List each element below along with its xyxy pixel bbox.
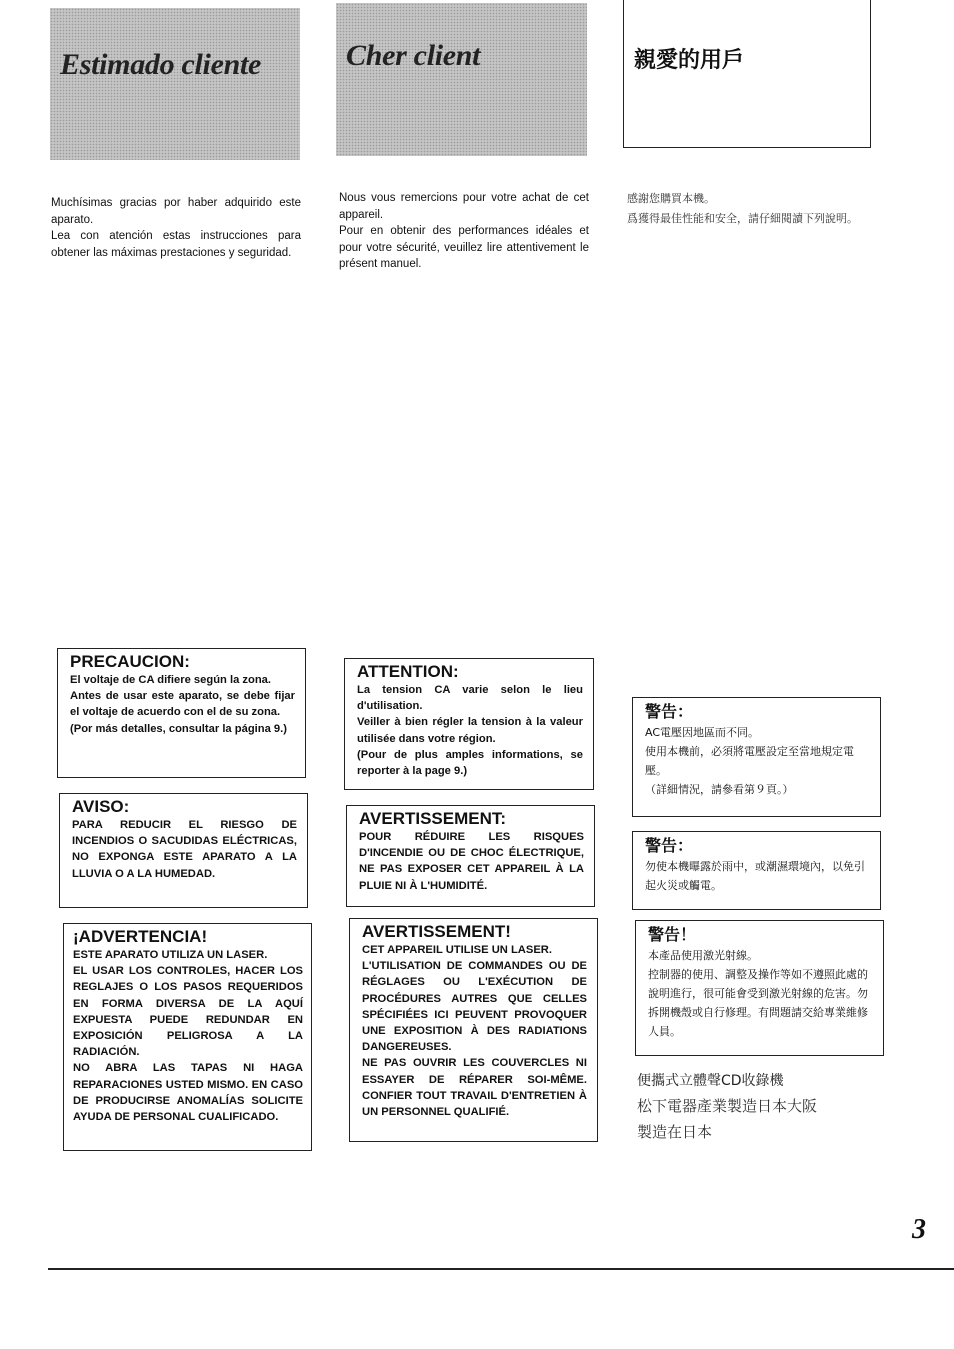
- warning-text: 控制器的使用、調整及操作等如不遵照此處的說明進行，很可能會受到激光射線的危害。勿拆開機殼或自行修理。有問題請交給專業維修人員。: [648, 968, 868, 1038]
- warning-box-avertissement-2: [349, 918, 598, 1142]
- warning-title: AVERTISSEMENT!: [362, 922, 511, 941]
- warning-text: ESTE APARATO UTILIZA UN LASER.: [73, 949, 268, 961]
- page-number: 3: [912, 1214, 926, 1245]
- warning-text: La tension CA varie selon le lieu d'utilisation.: [357, 684, 583, 713]
- warning-text: 本產品使用激光射線。: [648, 949, 758, 962]
- header-title-zh: 親愛的用戶: [634, 48, 745, 73]
- warning-text: El voltaje de CA difiere según la zona.: [70, 674, 272, 686]
- warning-box-attention: [344, 658, 594, 790]
- warning-text: 勿使本機曝露於雨中，或潮濕環境內，以免引起火災或觸電。: [645, 860, 865, 892]
- warning-title: 警告：: [645, 702, 694, 721]
- intro-zh-line-1: 感謝您購買本機。: [627, 192, 715, 205]
- header-box-zh: [623, 0, 871, 148]
- warning-text: NE PAS OUVRIR LES COUVERCLES NI ESSAYER DE RÉPARER SOI-MÊME. CONFIER TOUT TRAVAIL D'ENTRETIEN À UN PERSONNEL QUALIFIÉ.: [362, 1057, 587, 1119]
- maker-zh: 松下電器產業製造日本大阪: [637, 1097, 818, 1115]
- intro-fr-line-1: Nous vous remercions pour votre achat de cet appareil.: [339, 192, 589, 221]
- warning-title: AVISO:: [72, 797, 130, 816]
- warning-text: POUR RÉDUIRE LES RISQUES D'INCENDIE OU DE CHOC ÉLECTRIQUE, NE PAS EXPOSER CET APPAREIL À LA PLUIE NI À L'HUMIDITÉ.: [359, 831, 584, 892]
- header-title-fr: Cher client: [346, 39, 481, 72]
- warning-box-advertencia: [63, 923, 312, 1151]
- warning-title: PRECAUCION:: [70, 652, 190, 671]
- warning-text: 使用本機前，必須將電壓設定至當地規定電壓。: [645, 745, 854, 777]
- warning-text: （詳細情況，請參看第９頁。）: [645, 783, 794, 796]
- warning-text: (Por más detalles, consultar la página 9.): [70, 722, 287, 735]
- warning-title: 警告！: [648, 925, 697, 944]
- warning-text: AC電壓因地區而不同。: [645, 726, 760, 739]
- warning-box-aviso: [59, 793, 308, 908]
- warning-text: NO ABRA LAS TAPAS NI HAGA REPARACIONES USTED MISMO. EN CASO DE PRODUCIRSE ANOMALÍAS SOLICITE AYUDA DE PERSONAL CUALIFICADO.: [73, 1062, 303, 1124]
- warning-title: ¡ADVERTENCIA!: [73, 927, 208, 946]
- product-name-zh: 便攜式立體聲CD收錄機: [637, 1073, 784, 1089]
- bottom-rule: [48, 1268, 954, 1270]
- intro-es: [51, 195, 301, 261]
- warning-title: ATTENTION:: [357, 662, 459, 681]
- warning-box-avertissement-1: [346, 805, 595, 907]
- intro-es-line-2: Lea con atención estas instrucciones para obtener las máximas prestaciones y seguridad.: [51, 230, 301, 259]
- warning-text: Antes de usar este aparato, se debe fijar el voltaje de acuerdo con el de su zona.: [70, 690, 295, 719]
- intro-zh: [627, 189, 877, 229]
- origin-zh: 製造在日本: [637, 1123, 713, 1141]
- warning-box-zh-2: [632, 831, 881, 910]
- footer-zh: [637, 1069, 897, 1145]
- intro-fr: [339, 190, 589, 273]
- header-banner-fr: [336, 3, 587, 156]
- intro-fr-line-2: Pour en obtenir des performances idéales et pour votre sécurité, veuillez lire attentivement le présent manuel.: [339, 225, 589, 270]
- warning-text: (Pour de plus amples informations, se reporter à la page 9.): [357, 748, 583, 778]
- warning-title: AVERTISSEMENT:: [359, 809, 507, 828]
- warning-box-zh-1: [632, 697, 881, 817]
- warning-box-precaucion: [57, 648, 306, 778]
- warning-title: 警告：: [645, 836, 694, 855]
- intro-es-line-1: Muchísimas gracias por haber adquirido este aparato.: [51, 197, 301, 226]
- header-title-es: Estimado cliente: [60, 48, 262, 81]
- warning-text: L'UTILISATION DE COMMANDES OU DE RÉGLAGES OU L'EXÉCUTION DE PROCÉDURES AUTRES QUE CELLES SPÉCIFIÉES ICI PEUVENT PROVOQUER UNE EXPOSITION À DES RADIATIONS DANGEREUSES.: [362, 960, 587, 1054]
- warning-text: Veiller à bien régler la tension à la valeur utilisée dans votre région.: [357, 716, 583, 745]
- header-banner-es: [50, 8, 300, 160]
- warning-box-zh-3: [635, 920, 884, 1056]
- warning-text: EL USAR LOS CONTROLES, HACER LOS REGLAJES O LOS PASOS REQUERIDOS EN FORMA DIVERSA DE LA AQUÍ EXPUESTA PUEDE REDUNDAR EN EXPOSICIÓN PELIGROSA A LA RADIACIÓN.: [73, 965, 303, 1059]
- warning-text: CET APPAREIL UTILISE UN LASER.: [362, 944, 552, 956]
- warning-text: PARA REDUCIR EL RIESGO DE INCENDIOS O SACUDIDAS ELÉCTRICAS, NO EXPONGA ESTE APARATO A LA LLUVIA O A LA HUMEDAD.: [72, 819, 297, 880]
- intro-zh-line-2: 爲獲得最佳性能和安全，請仔細閱讀下列說明。: [627, 212, 858, 225]
